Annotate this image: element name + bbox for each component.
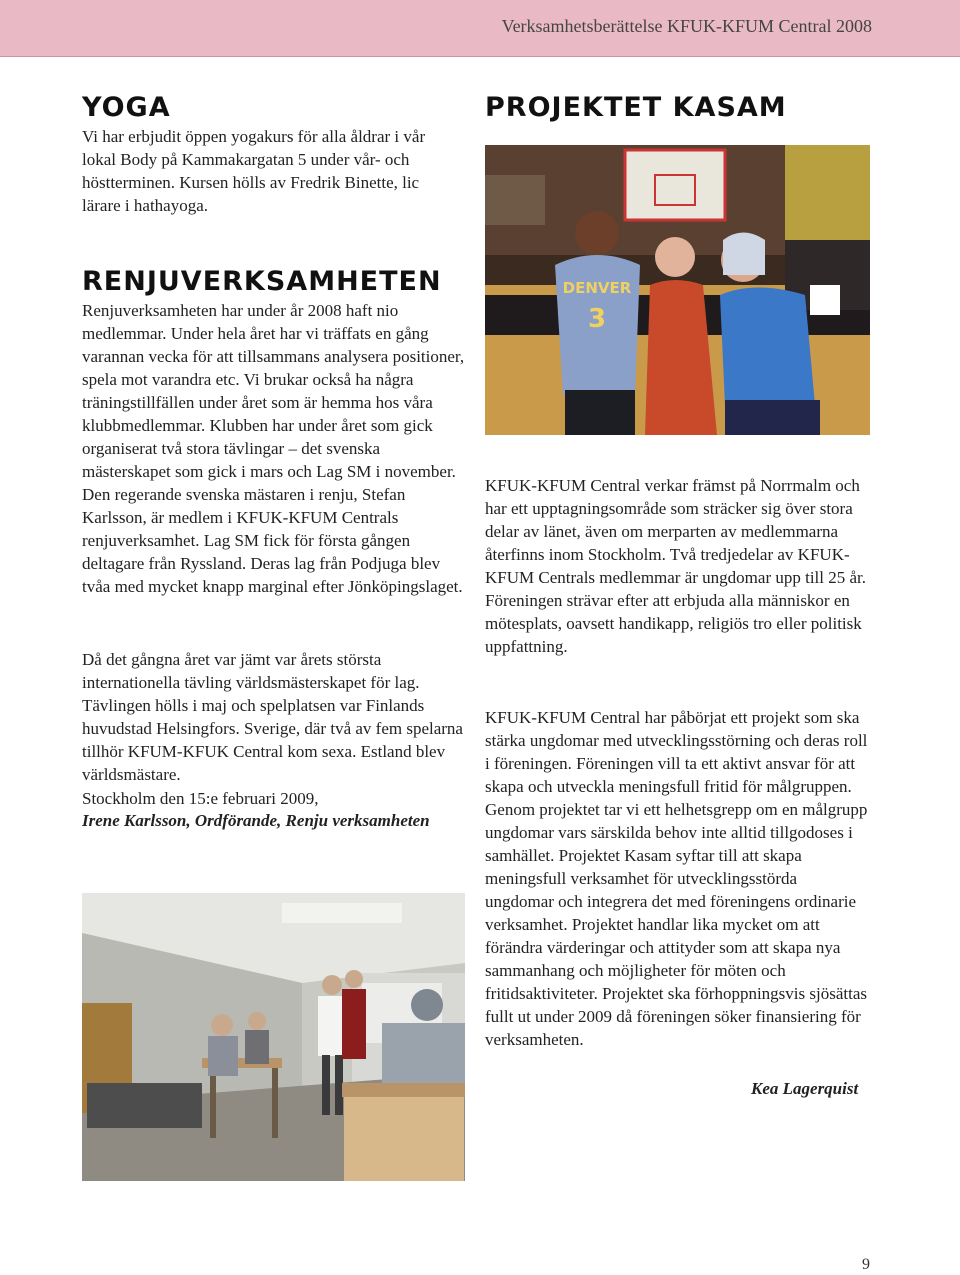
kasam-paragraph-2: KFUK-KFUM Central har påbörjat ett projekt som ska stärka ungdomar med utvecklingsstörning och deras roll i föreningen. Föreningen vill ta ett aktivt ansvar för att skapa och utveckla meningsfull fritid för målgruppen. Genom projektet tar vi ett helhetsgrepp om en målgrupp ungdomar vars särskilda behov inte alltid tillgodoses i samhället. Projektet Kasam syftar till att skapa meningsfull verksamhet för utvecklingsstörda ungdomar och integrera det med föreningens ordinarie verksamhet. Projektet handlar lika mycket om att förändra värderingar och attityder som att skapa nya sammanhang och möjligheter för möten och fritidsaktiviteter. Projektet ska förhoppningsvis sjösättas fullt ut under 2009 då föreningen söker finansiering för verksamheten. [485, 708, 868, 1049]
renju-signature: Irene Karlsson, Ordförande, Renju verksamheten [82, 811, 430, 830]
yoga-heading: YOGA [82, 92, 171, 123]
header-bar [0, 0, 960, 57]
kasam-signature: Kea Lagerquist [751, 1079, 859, 1098]
renju-heading: RENJUVERKSAMHETEN [82, 266, 442, 297]
jersey-number: 3 [587, 304, 607, 334]
renju-room-photo [82, 893, 465, 1181]
yoga-text: Vi har erbjudit öppen yogakurs för alla åldrar i vår lokal Body på Kammakargatan 5 under vår- och höstterminen. Kursen hölls av Fredrik Binette, lic lärare i hathayoga. [82, 127, 426, 215]
jersey-text: DENVER [562, 279, 632, 297]
renju-paragraph-2: Då det gångna året var jämt var årets största internationella tävling världsmästerskapet för lag. Tävlingen hölls i maj och spelplatsen var Finlands huvudstad Helsingfors. Sverige, där två av fem spelarna tillhör KFUM-KFUK Central kom sexa. Estland blev världsmästare. [82, 650, 463, 784]
kasam-paragraph-1: KFUK-KFUM Central verkar främst på Norrmalm och har ett upptagningsområde som sträcker sig över stora delar av länet, även om merparten av medlemmarna återfinns inom Stockholm. Två tredjedelar av KFUK-KFUM Centrals medlemmar är ungdomar upp till 25 år. Föreningen strävar efter att erbjuda alla människor en mötesplats, oavsett handikapp, religiös tro eller politisk uppfattning. [485, 476, 867, 656]
renju-dateline: Stockholm den 15:e februari 2009, [82, 789, 319, 808]
kasam-sports-photo [485, 145, 870, 435]
kasam-heading: PROJEKTET KASAM [485, 92, 787, 123]
renju-paragraph-1: Renjuverksamheten har under år 2008 haft nio medlemmar. Under hela året har vi träffats en gång varannan vecka för att tillsammans analysera positioner, spela mot varandra etc. Vi brukar också ha några träningstillfällen under året som är hemma hos våra klubbmedlemmar. Klubben har under året som gick organiserat två stora tävlingar – det svenska mästerskapet som gick i mars och Lag SM i november. Den regerande svenska mästaren i renju, Stefan Karlsson, är medlem i KFUK-KFUM Centrals renjuverksamhet. Lag SM fick för första gången deltagare från Ryssland. Deras lag från Podjuga blev tvåa med mycket knapp marginal efter Jönköpingslaget. [82, 301, 465, 596]
page-number: 9 [862, 1256, 870, 1273]
header-title: Verksamhetsberättelse KFUK-KFUM Central 2008 [501, 16, 872, 36]
